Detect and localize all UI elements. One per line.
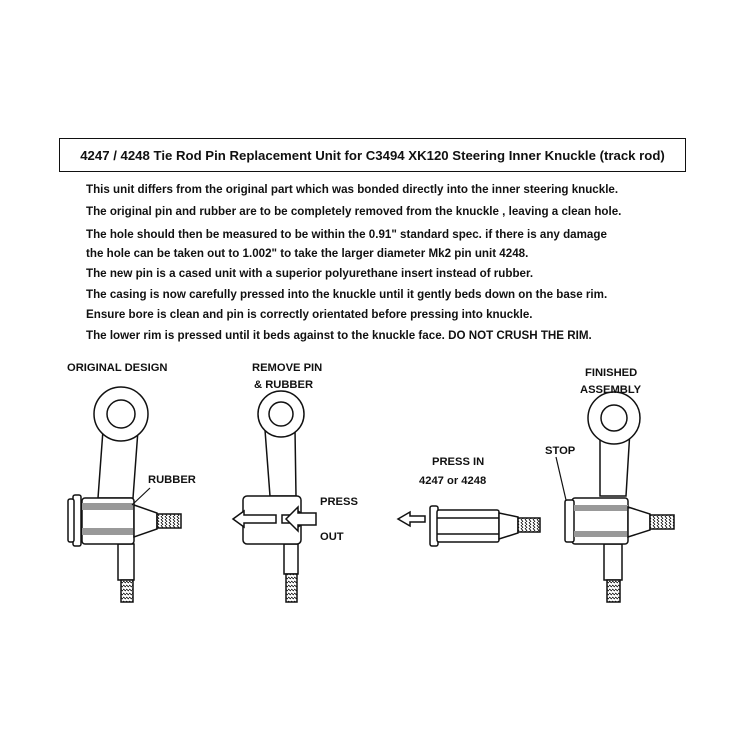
- instruction-line: Ensure bore is clean and pin is correctly orientated before pressing into knuckle.: [86, 308, 533, 321]
- label-original-design: ORIGINAL DESIGN: [67, 362, 168, 374]
- instruction-line: The original pin and rubber are to be completely removed from the knuckle , leaving a clean hole.: [86, 205, 622, 218]
- instruction-line: The casing is now carefully pressed into the knuckle until it gently beds down on the base rim.: [86, 288, 608, 301]
- page-title: 4247 / 4248 Tie Rod Pin Replacement Unit for C3494 XK120 Steering Inner Knuckle (track rod): [80, 147, 665, 163]
- label-assembly: ASSEMBLY: [580, 384, 642, 396]
- instruction-line: This unit differs from the original part which was bonded directly into the inner steering knuckle.: [86, 183, 619, 196]
- label-remove-pin: REMOVE PIN: [252, 362, 323, 374]
- instruction-line: The new pin is a cased unit with a superior polyurethane insert instead of rubber.: [86, 267, 534, 280]
- instruction-line: the hole can be taken out to 1.002" to take the larger diameter Mk2 pin unit 4248.: [86, 247, 529, 260]
- label-press-in: PRESS IN: [432, 456, 485, 468]
- label-and-rubber: & RUBBER: [254, 379, 314, 391]
- label-rubber: RUBBER: [148, 474, 196, 486]
- label-part-numbers: 4247 or 4248: [419, 475, 487, 487]
- instruction-line: The lower rim is pressed until it beds against to the knuckle face. DO NOT CRUSH THE RIM.: [86, 329, 592, 342]
- replacement-pin-unit: [398, 506, 540, 546]
- instruction-line: The hole should then be measured to be within the 0.91" standard spec. if there is any damage: [86, 228, 607, 241]
- label-stop: STOP: [545, 445, 576, 457]
- finished-assembly-knuckle: [556, 392, 674, 602]
- original-design-knuckle: [68, 387, 181, 602]
- label-finished: FINISHED: [585, 367, 638, 379]
- label-out: OUT: [320, 531, 344, 543]
- label-press: PRESS: [320, 496, 358, 508]
- remove-pin-knuckle: [233, 391, 316, 602]
